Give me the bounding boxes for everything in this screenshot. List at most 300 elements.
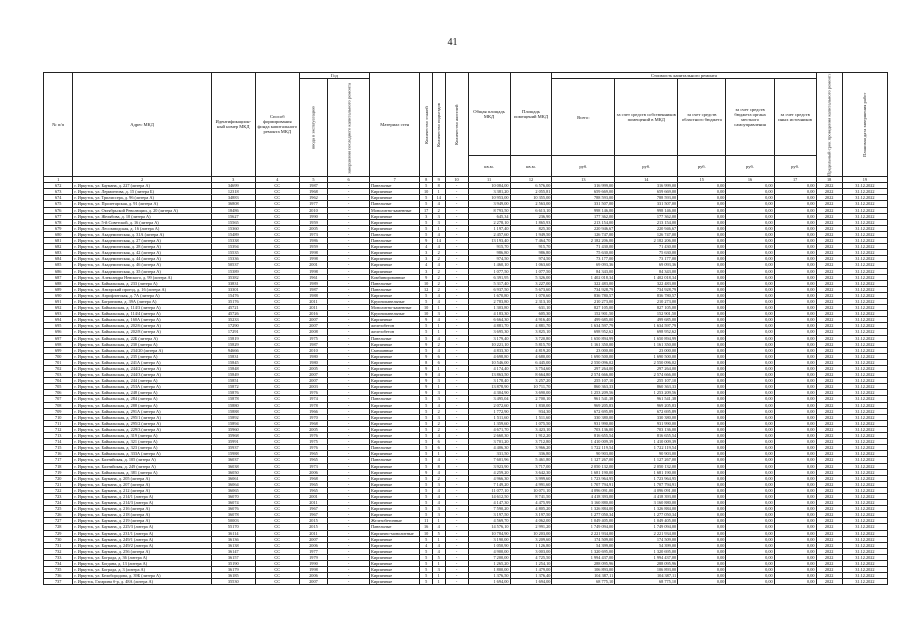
- cell-ident: 50537: [211, 262, 255, 268]
- cell-year-built: 2001: [299, 262, 327, 268]
- cell-region: 0,00: [678, 359, 726, 365]
- cell-owners: 75 630,00: [615, 250, 678, 256]
- cell-floors: 5: [420, 579, 433, 585]
- cell-floors: 5: [420, 561, 433, 567]
- cell-area-premises: 4 475,99: [510, 500, 552, 506]
- cell-year-repair: -: [328, 451, 370, 457]
- cell-year-built: 2011: [299, 298, 327, 304]
- cell-num: 693: [44, 311, 73, 317]
- cell-wall: Кирпичные: [370, 195, 420, 201]
- cell-year-repair: -: [328, 561, 370, 567]
- cell-other: 0,00: [774, 366, 816, 372]
- cell-wall: Кирпичные: [370, 542, 420, 548]
- cell-area-premises: 1 511,60: [510, 414, 552, 420]
- cell-entrances: 1: [432, 329, 445, 335]
- cell-ident: 45721: [211, 305, 255, 311]
- cell-wall: Кирпичные: [370, 548, 420, 554]
- cell-address: г. Иркутск, ул. Лермонтова, д. 15 (литера Б): [73, 189, 211, 195]
- cell-max-year: 2022: [816, 244, 842, 250]
- cell-fund: СС: [255, 457, 299, 463]
- cell-other: 0,00: [774, 347, 816, 353]
- column-number: 11: [468, 176, 510, 182]
- cell-max-year: 2022: [816, 317, 842, 323]
- cell-area-premises: 1 912,20: [510, 433, 552, 439]
- cell-region: 0,00: [678, 201, 726, 207]
- cell-other: 0,00: [774, 420, 816, 426]
- cell-area-total: 4 671,70: [468, 426, 510, 432]
- cell-max-year: 2022: [816, 347, 842, 353]
- cell-other: 0,00: [774, 262, 816, 268]
- cell-entrances: 2: [432, 408, 445, 414]
- cell-region: 0,00: [678, 542, 726, 548]
- cell-plan-date: 31.12.2022: [842, 268, 887, 274]
- cell-living: -: [445, 256, 468, 262]
- cell-region: 0,00: [678, 341, 726, 347]
- cell-entrances: 6: [432, 439, 445, 445]
- cell-total: 860 363,33: [552, 384, 615, 390]
- cell-entrances: 2: [432, 207, 445, 213]
- cell-living: -: [445, 426, 468, 432]
- cell-wall: Кирпичные: [370, 414, 420, 420]
- cell-local: 0,00: [726, 475, 774, 481]
- cell-year-built: 1998: [299, 250, 327, 256]
- cell-local: 0,00: [726, 250, 774, 256]
- cell-wall: Монолитно-каменные: [370, 207, 420, 213]
- cell-year-repair: -: [328, 359, 370, 365]
- cell-max-year: 2022: [816, 250, 842, 256]
- cell-other: 0,00: [774, 195, 816, 201]
- cell-address: г. Иркутск, ул. Байкальская, д. 229/3 (литера А): [73, 426, 211, 432]
- cell-num: 682: [44, 244, 73, 250]
- cell-area-premises: 1 075,50: [510, 420, 552, 426]
- cell-other: 0,00: [774, 445, 816, 451]
- cell-region: 0,00: [678, 408, 726, 414]
- cell-other: 0,00: [774, 408, 816, 414]
- cell-area-premises: 6 445,00: [510, 359, 552, 365]
- cell-year-built: 2015: [299, 524, 327, 530]
- cell-year-repair: -: [328, 262, 370, 268]
- cell-area-total: 7 200,00: [468, 554, 510, 560]
- cell-year-built: 2011: [299, 530, 327, 536]
- cell-area-total: 10 784,90: [468, 530, 510, 536]
- cell-local: 0,00: [726, 359, 774, 365]
- cell-living: -: [445, 561, 468, 567]
- unit-area-premises: кв.м.: [510, 156, 552, 176]
- cell-living: -: [445, 500, 468, 506]
- cell-floors: 5: [420, 402, 433, 408]
- cell-floors: 5: [420, 298, 433, 304]
- cell-region: 0,00: [678, 286, 726, 292]
- cell-num: 683: [44, 250, 73, 256]
- cell-area-total: 1 077,50: [468, 268, 510, 274]
- cell-region: 0,00: [678, 445, 726, 451]
- cell-plan-date: 31.12.2022: [842, 359, 887, 365]
- header-wall: Материал стен: [370, 73, 420, 177]
- cell-local: 0,00: [726, 366, 774, 372]
- cell-local: 0,00: [726, 548, 774, 554]
- cell-num: 701: [44, 359, 73, 365]
- cell-living: -: [445, 244, 468, 250]
- cell-local: 0,00: [726, 329, 774, 335]
- cell-plan-date: 31.12.2022: [842, 579, 887, 585]
- cell-floors: 5: [420, 323, 433, 329]
- cell-owners: 961 541,38: [615, 396, 678, 402]
- cell-living: -: [445, 231, 468, 237]
- cell-other: 0,00: [774, 384, 816, 390]
- cell-fund: СС: [255, 390, 299, 396]
- cell-year-repair: -: [328, 481, 370, 487]
- cell-wall: Крупнопанельные: [370, 298, 420, 304]
- cell-region: 0,00: [678, 238, 726, 244]
- cell-num: 695: [44, 323, 73, 329]
- cell-area-total: 1 460,10: [468, 262, 510, 268]
- cell-area-premises: 3 227,00: [510, 280, 552, 286]
- cell-wall: Кирпичные: [370, 475, 420, 481]
- cell-area-total: 2 072,60: [468, 402, 510, 408]
- cell-living: -: [445, 366, 468, 372]
- cell-year-repair: -: [328, 463, 370, 469]
- cell-entrances: 5: [432, 530, 445, 536]
- cell-year-repair: -: [328, 542, 370, 548]
- cell-local: 0,00: [726, 469, 774, 475]
- cell-owners: 90 903,00: [615, 451, 678, 457]
- cell-num: 707: [44, 396, 73, 402]
- cell-address: г. Иркутск, ул. Бограда, д. 3 (литера А): [73, 567, 211, 573]
- cell-owners: 69 093,36: [615, 262, 678, 268]
- cell-area-premises: 2 700,10: [510, 396, 552, 402]
- cell-fund: СС: [255, 493, 299, 499]
- cell-year-repair: -: [328, 231, 370, 237]
- cell-plan-date: 31.12.2022: [842, 481, 887, 487]
- unit-region: руб.: [678, 156, 726, 176]
- cell-year-built: 2007: [299, 536, 327, 542]
- cell-year-repair: -: [328, 512, 370, 518]
- cell-area-premises: 10 711,70: [510, 384, 552, 390]
- cell-plan-date: 31.12.2022: [842, 183, 887, 189]
- cell-total: 126 747,00: [552, 231, 615, 237]
- cell-entrances: 4: [432, 500, 445, 506]
- cell-ident: 36050: [211, 469, 255, 475]
- cell-area-premises: 605,30: [510, 311, 552, 317]
- cell-other: 0,00: [774, 189, 816, 195]
- cell-region: 0,00: [678, 518, 726, 524]
- cell-living: -: [445, 183, 468, 189]
- cell-area-premises: 1 063,60: [510, 262, 552, 268]
- cell-other: 0,00: [774, 433, 816, 439]
- cell-wall: Кирпичные: [370, 487, 420, 493]
- header-other: за счет средств иных источников: [774, 79, 816, 156]
- cell-area-total: 13 878,90: [468, 384, 510, 390]
- cell-year-built: 2007: [299, 323, 327, 329]
- header-owners: за счет средств собственников помещений в МКД: [615, 79, 678, 156]
- cell-total: 2 182 206,00: [552, 238, 615, 244]
- cell-living: -: [445, 329, 468, 335]
- cell-total: 54 399,00: [552, 542, 615, 548]
- cell-other: 0,00: [774, 213, 816, 219]
- cell-area-premises: 2 055,81: [510, 189, 552, 195]
- cell-living: -: [445, 353, 468, 359]
- cell-area-premises: 631,10: [510, 305, 552, 311]
- cell-fund: СС: [255, 189, 299, 195]
- cell-address: г. Иркутск, ул. Октябрьской Революции, д. 20 (литера А): [73, 207, 211, 213]
- table-row: [44, 579, 888, 585]
- cell-year-repair: -: [328, 280, 370, 286]
- cell-floors: 5: [420, 396, 433, 402]
- cell-year-built: 1998: [299, 567, 327, 573]
- cell-region: 0,00: [678, 439, 726, 445]
- cell-ident: 33831: [211, 280, 255, 286]
- cell-ident: 36070: [211, 493, 255, 499]
- cell-ident: 35190: [211, 561, 255, 567]
- cell-area-total: 13 193,40: [468, 238, 510, 244]
- cell-address: г. Иркутск, ул. Баумана, д. 231/1 (литера А): [73, 530, 211, 536]
- cell-wall: Панельные: [370, 445, 420, 451]
- cell-year-built: 1959: [299, 219, 327, 225]
- cell-region: 0,00: [678, 384, 726, 390]
- cell-local: 0,00: [726, 219, 774, 225]
- cell-year-built: 1988: [299, 292, 327, 298]
- cell-living: -: [445, 579, 468, 585]
- cell-plan-date: 31.12.2022: [842, 250, 887, 256]
- cell-address: г. Иркутск, ул. Желябова, д. 10 (литера А): [73, 213, 211, 219]
- cell-num: 714: [44, 439, 73, 445]
- cell-address: г. Иркутск, ул. Ангарский проезд, д. 16 (литера А): [73, 286, 211, 292]
- cell-address: г. Иркутск, ул. Баумана, д. 214/1 (литера А): [73, 493, 211, 499]
- cell-living: -: [445, 408, 468, 414]
- cell-num: 684: [44, 256, 73, 262]
- cell-owners: 788 593,00: [615, 195, 678, 201]
- cell-num: 725: [44, 506, 73, 512]
- cell-num: 692: [44, 305, 73, 311]
- cell-local: 0,00: [726, 408, 774, 414]
- cell-year-repair: -: [328, 250, 370, 256]
- cell-num: 696: [44, 329, 73, 335]
- cell-wall: Кирпичные: [370, 567, 420, 573]
- cell-plan-date: 31.12.2022: [842, 536, 887, 542]
- cell-area-premises: 10 071,10: [510, 487, 552, 493]
- column-number: 19: [842, 176, 887, 182]
- cell-fund: СС: [255, 469, 299, 475]
- cell-ident: 15476: [211, 292, 255, 298]
- cell-year-built: 1987: [299, 183, 327, 189]
- cell-region: 0,00: [678, 433, 726, 439]
- cell-fund: СС: [255, 433, 299, 439]
- cell-owners: 2 050 132,00: [615, 463, 678, 469]
- header-area-premises: Площадь помещений МКД: [510, 73, 552, 156]
- cell-num: 713: [44, 433, 73, 439]
- cell-plan-date: 31.12.2022: [842, 500, 887, 506]
- cell-ident: 18486: [211, 207, 255, 213]
- cell-floors: 5: [420, 475, 433, 481]
- cell-owners: 2 574 666,00: [615, 372, 678, 378]
- cell-region: 0,00: [678, 524, 726, 530]
- cell-fund: СС: [255, 451, 299, 457]
- cell-entrances: 14: [432, 238, 445, 244]
- cell-local: 0,00: [726, 262, 774, 268]
- cell-address: г. Иркутск, ул. Байкальская, д. 295/2 (литера А): [73, 420, 211, 426]
- cell-max-year: 2022: [816, 573, 842, 579]
- header-fund: Способ формирования фонда капитального ремонта МКД: [255, 73, 299, 177]
- cell-plan-date: 31.12.2022: [842, 561, 887, 567]
- cell-living: -: [445, 347, 468, 353]
- cell-area-total: 3 197,50: [468, 512, 510, 518]
- cell-area-premises: 986,80: [510, 250, 552, 256]
- cell-floors: 3: [420, 250, 433, 256]
- cell-fund: СС: [255, 445, 299, 451]
- cell-area-total: 3 381,20: [468, 189, 510, 195]
- column-number: 17: [774, 176, 816, 182]
- cell-other: 0,00: [774, 183, 816, 189]
- cell-living: -: [445, 542, 468, 548]
- cell-year-repair: -: [328, 500, 370, 506]
- cell-floors: 9: [420, 238, 433, 244]
- cell-area-total: 3 701,20: [468, 439, 510, 445]
- cell-area-premises: 3 209,60: [510, 536, 552, 542]
- cell-plan-date: 31.12.2022: [842, 372, 887, 378]
- cell-ident: 15848: [211, 366, 255, 372]
- cell-fund: СС: [255, 311, 299, 317]
- header-address: Адрес МКД: [73, 73, 211, 177]
- cell-wall: Кирпичные: [370, 561, 420, 567]
- cell-owners: 73 177,00: [615, 256, 678, 262]
- cell-fund: СС: [255, 408, 299, 414]
- cell-local: 0,00: [726, 518, 774, 524]
- cell-area-premises: 1 126,80: [510, 542, 552, 548]
- cell-living: -: [445, 396, 468, 402]
- cell-other: 0,00: [774, 359, 816, 365]
- cell-max-year: 2022: [816, 420, 842, 426]
- cell-region: 0,00: [678, 378, 726, 384]
- cell-year-repair: -: [328, 396, 370, 402]
- cell-year-built: 2007: [299, 579, 327, 585]
- cell-local: 0,00: [726, 292, 774, 298]
- cell-area-total: 4 881,70: [468, 323, 510, 329]
- cell-total: 1 681 190,00: [552, 469, 615, 475]
- cell-floors: 9: [420, 341, 433, 347]
- cell-plan-date: 31.12.2022: [842, 426, 887, 432]
- header-max-cost: Предельный срок проведения капитального ремонта: [816, 73, 842, 177]
- cell-total: 255 107,10: [552, 378, 615, 384]
- cell-total: 220 946,67: [552, 225, 615, 231]
- cell-total: 69 093,36: [552, 262, 615, 268]
- cell-plan-date: 31.12.2022: [842, 463, 887, 469]
- cell-floors: 5: [420, 536, 433, 542]
- cell-address: г. Иркутск, ул. Академическая, д. 27 (литера А): [73, 238, 211, 244]
- cell-year-built: 1968: [299, 475, 327, 481]
- cell-address: г. Иркутск, Гагарина б-р, д. 48А (литера А): [73, 579, 211, 585]
- cell-total: 1 253 209,56: [552, 390, 615, 396]
- cell-floors: 5: [420, 512, 433, 518]
- cell-ident: 15845: [211, 359, 255, 365]
- cell-region: 0,00: [678, 213, 726, 219]
- cell-ident: 15829: [211, 341, 255, 347]
- cell-local: 0,00: [726, 573, 774, 579]
- cell-region: 0,00: [678, 475, 726, 481]
- cell-address: г. Иркутск, ул. Байкальская, д. 241А (литера А): [73, 359, 211, 365]
- cell-total: 836 780,57: [552, 292, 615, 298]
- cell-other: 0,00: [774, 548, 816, 554]
- cell-ident: 36076: [211, 506, 255, 512]
- cell-fund: СС: [255, 256, 299, 262]
- cell-total: 174 509,00: [552, 536, 615, 542]
- cell-entrances: 2: [432, 475, 445, 481]
- cell-year-repair: -: [328, 426, 370, 432]
- cell-num: 722: [44, 487, 73, 493]
- cell-entrances: 4: [432, 292, 445, 298]
- cell-local: 0,00: [726, 487, 774, 493]
- cell-year-repair: -: [328, 408, 370, 414]
- cell-plan-date: 31.12.2022: [842, 518, 887, 524]
- cell-floors: 5: [420, 567, 433, 573]
- cell-owners: 1 650 894,99: [615, 335, 678, 341]
- cell-num: 677: [44, 213, 73, 219]
- column-number: 13: [552, 176, 615, 182]
- cell-owners: 106 893,00: [615, 567, 678, 573]
- column-number: 9: [432, 176, 445, 182]
- cell-num: 675: [44, 201, 73, 207]
- cell-plan-date: 31.12.2022: [842, 439, 887, 445]
- cell-num: 735: [44, 567, 73, 573]
- cell-area-total: 2 278,10: [468, 219, 510, 225]
- cell-area-premises: 3 712,80: [510, 439, 552, 445]
- cell-max-year: 2022: [816, 298, 842, 304]
- cell-num: 708: [44, 402, 73, 408]
- cell-region: 0,00: [678, 457, 726, 463]
- cell-region: 0,00: [678, 500, 726, 506]
- cell-owners: 1 326 884,00: [615, 506, 678, 512]
- cell-total: 1 634 597,79: [552, 323, 615, 329]
- cell-wall: Панельные: [370, 396, 420, 402]
- cell-area-total: 3 695,30: [468, 329, 510, 335]
- cell-area-premises: 4 805,20: [510, 506, 552, 512]
- cell-living: -: [445, 457, 468, 463]
- cell-wall: Кирпичные: [370, 420, 420, 426]
- cell-area-total: 11 077,10: [468, 487, 510, 493]
- cell-max-year: 2022: [816, 487, 842, 493]
- cell-ident: 17290: [211, 323, 255, 329]
- cell-wall: Кирпичные: [370, 426, 420, 432]
- cell-owners: 84 343,00: [615, 268, 678, 274]
- column-number: 2: [73, 176, 211, 182]
- cell-plan-date: 31.12.2022: [842, 189, 887, 195]
- cell-max-year: 2022: [816, 524, 842, 530]
- cell-floors: 5: [420, 335, 433, 341]
- cell-year-built: 2007: [299, 372, 327, 378]
- cell-address: г. Иркутск, ул. Байкальская, д. 244/3 (литера А): [73, 372, 211, 378]
- cell-plan-date: 31.12.2022: [842, 292, 887, 298]
- cell-entrances: 3: [432, 414, 445, 420]
- cell-owners: 4 418 393,00: [615, 493, 678, 499]
- cell-area-total: 8 793,50: [468, 207, 510, 213]
- cell-region: 0,00: [678, 579, 726, 585]
- cell-area-premises: 3 257,20: [510, 378, 552, 384]
- cell-max-year: 2022: [816, 408, 842, 414]
- cell-max-year: 2022: [816, 305, 842, 311]
- cell-year-built: 2006: [299, 573, 327, 579]
- cell-address: г. Иркутск, ул. Байкальская, д. 295/1 (литера А): [73, 414, 211, 420]
- cell-living: -: [445, 518, 468, 524]
- cell-address: г. Иркутск, ул. Байкальская, д. 202/6 (литера А): [73, 323, 211, 329]
- cell-region: 0,00: [678, 298, 726, 304]
- cell-address: г. Иркутск, ул. Багратиона, д. 39А (литера А): [73, 298, 211, 304]
- cell-wall: Панельные: [370, 524, 420, 530]
- column-number: 4: [255, 176, 299, 182]
- cell-area-premises: 3 754,60: [510, 366, 552, 372]
- cell-total: 1 723 964,95: [552, 475, 615, 481]
- cell-floors: 10: [420, 311, 433, 317]
- cell-plan-date: 31.12.2022: [842, 548, 887, 554]
- cell-floors: 9: [420, 353, 433, 359]
